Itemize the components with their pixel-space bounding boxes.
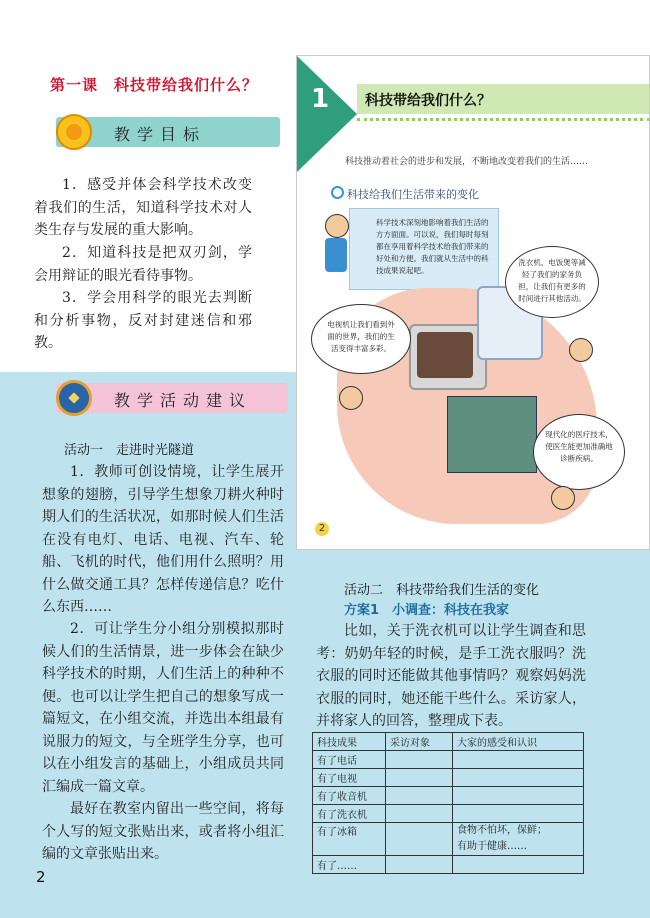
table-cell <box>386 856 453 874</box>
boy-figure-icon <box>325 214 349 238</box>
bubble-tv: 电视机让我们看到外面的世界，我们的生活变得丰富多彩。 <box>311 304 411 374</box>
activity1-paragraph-2: 2．可让学生分小组分别模拟那时候人们的生活情景，进一步体会在缺少科学技术的时期，人们生活上的种种不便。也可以让学生把自己的想象写成一篇短文，在小组交流，并选出本组最有说服力的短文，与全班学生分享，也可以在小组发言的基础上，小组成员共同汇编成一篇文章。 <box>42 621 284 795</box>
textbook-title: 科技带给我们什么？ <box>365 93 491 109</box>
medical-photo <box>447 396 537 473</box>
sun-icon <box>56 114 92 150</box>
goals-banner <box>56 117 280 147</box>
goal-item-2: 2．知道科技是把双刃剑，学会用辩证的眼光看待事物。 <box>34 245 252 284</box>
table-row <box>313 805 584 823</box>
table-cell <box>386 805 453 823</box>
table-cell <box>386 769 453 787</box>
activity2-title: 活动二 科技带给我们生活的变化 <box>344 583 540 598</box>
survey-table <box>312 732 584 874</box>
table-row <box>313 751 584 769</box>
activity2-paragraph: 比如，关于洗衣机可以让学生调查和思考：奶奶年轻的时候，是手工洗衣服吗？洗衣服的同时还能做其他事情吗？观察妈妈洗衣服的同时，她还能干些什么。采访家人，并将家人的回答，整理成下表。 <box>316 623 586 729</box>
table-row <box>313 769 584 787</box>
table-cell <box>386 823 453 856</box>
circle-bullet-icon <box>331 186 344 199</box>
tv-screen <box>417 332 473 378</box>
table-row <box>313 823 584 856</box>
boy-body <box>325 238 347 272</box>
table-cell <box>453 787 584 805</box>
table-header: 采访对象 <box>386 733 453 751</box>
table-cell: 有了收音机 <box>313 787 386 805</box>
compass-icon <box>56 380 92 416</box>
table-cell <box>453 769 584 787</box>
bubble-washer: 洗衣机、电饭煲等减轻了我们的家务负担，让我们有更多的时间进行其他活动。 <box>505 246 599 318</box>
table-cell <box>453 805 584 823</box>
textbook-note-box: 科学技术深刻地影响着我们生活的方方面面。可以说，我们每时每刻都在享用着科学技术给我们带来的好处和方便。我们就从生活中的科技成果说起吧。 <box>349 208 499 290</box>
table-cell: 有了洗衣机 <box>313 805 386 823</box>
page-number: 2 <box>36 868 46 886</box>
table-cell: 食物不怕坏，保鲜； 有助于健康…… <box>453 823 584 856</box>
activity2-plan: 方案1 小调查：科技在我家 <box>344 603 510 618</box>
textbook-page-image <box>296 55 650 550</box>
activities-banner-label: 教学活动建议 <box>114 391 253 410</box>
chapter-number: 1 <box>311 84 330 114</box>
table-cell <box>453 856 584 874</box>
activity1-title: 活动一 走进时光隧道 <box>64 443 195 458</box>
textbook-subheading-text: 科技给我们生活带来的变化 <box>347 188 479 201</box>
goals-banner-label: 教学目标 <box>114 125 207 144</box>
textbook-intro: 科技推动着社会的进步和发展，不断地改变着我们的生活…… <box>345 157 589 167</box>
table-header: 大家的感受和认识 <box>453 733 584 751</box>
activity1-paragraph-3: 最好在教室内留出一些空间，将每个人写的短文张贴出来，或者将小组汇编的文章张贴出来。 <box>42 801 284 862</box>
table-cell <box>386 787 453 805</box>
child-figure-icon <box>339 386 363 410</box>
table-cell: 有了电视 <box>313 769 386 787</box>
table-row <box>313 856 584 874</box>
table-header-row <box>313 733 584 751</box>
activities-banner <box>56 383 288 413</box>
table-cell <box>386 751 453 769</box>
table-header: 科技成果 <box>313 733 386 751</box>
girl-figure-icon <box>569 338 593 362</box>
bubble-medical: 现代化的医疗技术，使医生能更加准确地诊断疾病。 <box>533 414 625 490</box>
goal-item-1: 1．感受并体会科学技术改变着我们的生活，知道科学技术对人类生存与发展的重大影响。 <box>34 177 252 238</box>
textbook-subheading <box>331 186 479 202</box>
table-cell: 有了…… <box>313 856 386 874</box>
table-cell: 有了冰箱 <box>313 823 386 856</box>
lesson-title: 第一课 科技带给我们什么？ <box>50 76 259 94</box>
activity1-paragraph-1: 1．教师可创设情境，让学生展开想象的翅膀，引导学生想象刀耕火种时期人们的生活状况，如那时候人们生活在没有电灯、电话、电视、汽车、轮船、飞机的时代，他们用什么照明？用什么做交通工具？怎样传递信息？吃什么东西…… <box>42 464 284 615</box>
textbook-page-number: 2 <box>315 522 329 536</box>
doctor-figure-icon <box>551 486 575 510</box>
table-cell <box>453 751 584 769</box>
dotted-divider <box>357 118 650 121</box>
goal-item-3: 3．学会用科学的眼光去判断和分析事物，反对封建迷信和邪教。 <box>34 290 252 351</box>
table-row <box>313 787 584 805</box>
table-cell: 有了电话 <box>313 751 386 769</box>
